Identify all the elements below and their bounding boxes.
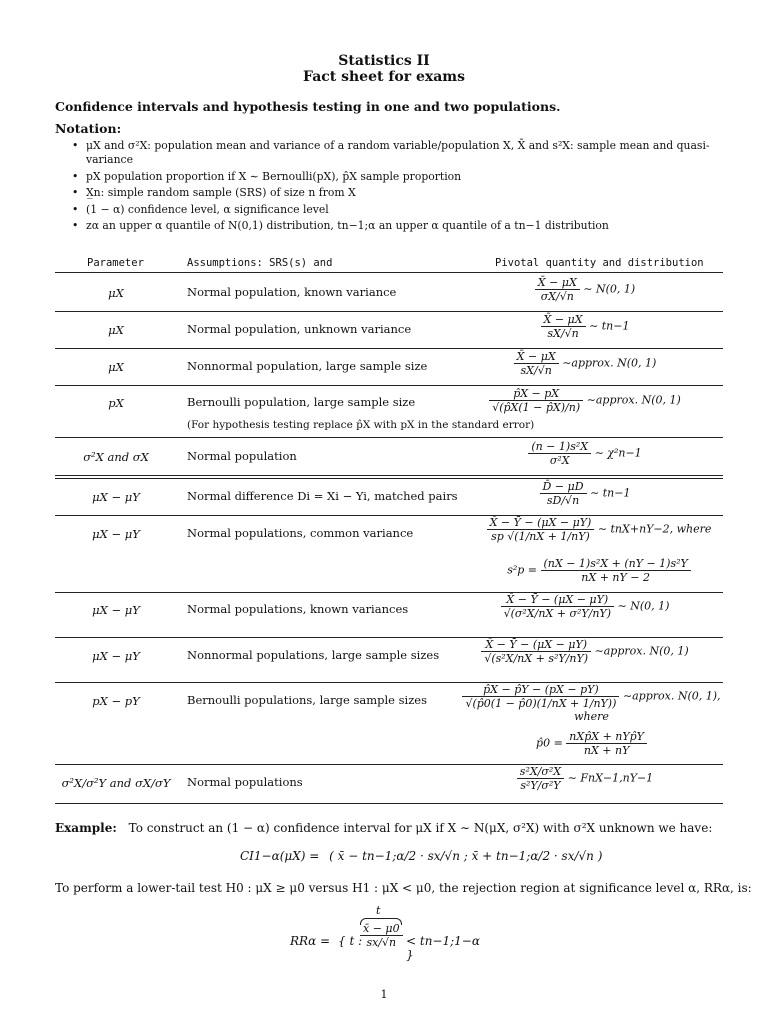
- assumption-cell: Normal population, known variance: [187, 285, 397, 299]
- assumption-cell: Bernoulli population, large sample size: [187, 395, 416, 409]
- column-header-parameter: Parameter: [87, 257, 144, 269]
- parameter-cell: μX: [108, 323, 124, 337]
- example-intro: Example: To construct an (1 − α) confidence interval for μX if X ∼ N(μX, σ²X) with σ²X unknown we have:: [55, 821, 713, 835]
- assumption-cell: Normal population: [187, 449, 297, 463]
- pooled-fraction: $\frac{\text{(nX − 1)s²X + (nY − 1)s²Y}}{nX + nY - 2}$: [541, 557, 691, 584]
- table-row: [55, 765, 723, 801]
- example-test-text: To perform a lower-tail test H0 : μX ≥ μ0 versus H1 : μX < μ0, the rejection region at significance level α, RRα, is:: [55, 881, 752, 895]
- table-rule: [55, 385, 723, 386]
- confidence-interval-formula: CI1−α(μX) = ( x̄ − tn−1;α/2 · sx/√n ; x̄ + tn−1;α/2 · sx/√n ): [240, 849, 603, 863]
- pivot-cell: $\frac{X̄ - \mu X}{\sigma X/√n}$ ∼ N(0, 1): [450, 276, 720, 303]
- pivot-fraction: $\frac{p̂X - pX}{√(p̂X(1 - p̂X)/n)}$: [489, 387, 583, 414]
- parameter-cell: μX − μY: [92, 649, 140, 663]
- pivot-cell: $\frac{X̄ - \mu X}{sX/√n}$ ∼approx. N(0, 1): [450, 350, 720, 377]
- assumption-cell: Normal populations: [187, 775, 303, 789]
- pooled-fraction: $\frac{\text{nXp̂X + nYp̂Y}}{nX + nY}$: [566, 730, 647, 757]
- table-row: [55, 683, 723, 763]
- notation-item: • (1 − α) confidence level, α significance level: [72, 202, 329, 216]
- pivot-cell: $\frac{X̄ - Ȳ - (\mu X - \mu Y)}{\text{√(s²X/nX + s²Y/nY)}}$ ∼approx. N(0, 1): [450, 638, 720, 665]
- table-rule: [55, 272, 723, 273]
- section-heading: Confidence intervals and hypothesis testing in one and two populations.: [55, 99, 561, 114]
- notation-list: [72, 139, 722, 236]
- bullet-icon: •: [72, 219, 79, 232]
- parameter-cell: μX − μY: [92, 490, 140, 504]
- assumption-cell: Normal population, unknown variance: [187, 322, 412, 336]
- rejection-region-formula: RRα = { t : t $\frac{x̄ - \mu 0}{sx/√n}$ < tn−1;1−α }: [290, 904, 480, 962]
- bullet-icon: •: [72, 186, 79, 199]
- doc-title: Statistics II: [338, 53, 430, 69]
- assumption-cell: Bernoulli populations, large sample sizes: [187, 693, 427, 707]
- pivot-cell: $\frac{\text{s²X/σ²X}}{\text{s²Y/σ²Y}}$ ∼ FnX−1,nY−1: [450, 765, 720, 792]
- bullet-icon: •: [72, 139, 79, 152]
- parameter-cell: μX − μY: [92, 603, 140, 617]
- pivot-cell: $\frac{X̄ - \mu X}{sX/√n}$ ∼ tn−1: [450, 313, 720, 340]
- notation-item: • X̲n: simple random sample (SRS) of size n from X: [72, 186, 356, 199]
- pivot-cell: $\frac{\text{(n − 1)s²X}}{\text{σ²X}}$ ∼ χ²n−1: [450, 440, 720, 467]
- parameter-cell: pX: [108, 396, 124, 410]
- table-row: [55, 638, 723, 680]
- doc-subtitle: Fact sheet for exams: [303, 69, 465, 85]
- parameter-cell: μX: [108, 360, 124, 374]
- pooled-proportion-formula: p̂0 = $\frac{\text{nXp̂X + nYp̂Y}}{nX + nY}$: [460, 730, 723, 757]
- pivot-fraction: $\frac{\text{s²X/σ²X}}{\text{s²Y/σ²Y}}$: [517, 765, 564, 792]
- table-rule: [55, 475, 723, 476]
- statistic-label: t: [376, 904, 381, 917]
- page-number: 1: [380, 988, 388, 1001]
- hypothesis-note: (For hypothesis testing replace p̂X with pX in the standard error): [187, 419, 535, 431]
- example-label: Example:: [55, 821, 117, 835]
- pivot-cell: $\frac{X̄ - Ȳ - (\mu X - \mu Y)}{\text{√(σ²X/nX + σ²Y/nY)}}$ ∼ N(0, 1): [450, 593, 720, 620]
- parameter-cell: pX − pY: [92, 694, 140, 708]
- table-rule: [55, 348, 723, 349]
- table-row: [55, 480, 723, 514]
- assumption-cell: Normal populations, known variances: [187, 602, 409, 616]
- pivot-cell: $\frac{p̂X - p̂Y - (pX - pY)}{√(p̂0(1 - p̂0)(1/nX + 1/nY))}$ ∼approx. N(0, 1), where: [460, 683, 723, 723]
- table-row: [55, 593, 723, 635]
- notation-label: Notation:: [55, 121, 122, 136]
- bullet-icon: •: [72, 169, 79, 183]
- pivot-fraction: $\frac{X̄ - \mu X}{\sigma X/√n}$: [535, 276, 580, 303]
- table-rule: [55, 437, 723, 438]
- table-rule: [55, 478, 723, 479]
- parameter-cell: μX: [108, 286, 124, 300]
- pooled-variance-formula: s²p = $\frac{\text{(nX − 1)s²X + (nY − 1)s²Y}}{nX + nY - 2}$: [475, 557, 723, 584]
- assumption-cell: Normal populations, common variance: [187, 526, 414, 540]
- pivot-fraction: $\frac{X̄ - \mu X}{sX/√n}$: [541, 313, 586, 340]
- notation-item: • zα an upper α quantile of N(0,1) distribution, tn−1;α an upper α quantile of a tn−1 distribution: [72, 219, 609, 232]
- table-row: [55, 313, 723, 347]
- column-header-assumptions: Assumptions: SRS(s) and: [187, 257, 333, 269]
- test-statistic-fraction: $\frac{x̄ - \mu 0}{sx/√n}$: [360, 922, 403, 949]
- pivot-cell: $\frac{p̂X - pX}{√(p̂X(1 - p̂X)/n)}$ ∼approx. N(0, 1): [450, 387, 720, 414]
- pivot-fraction: $\frac{X̄ - Ȳ - (\mu X - \mu Y)}{\text{√(s²X/nX + s²Y/nY)}}$: [481, 638, 591, 665]
- table-rule: [55, 311, 723, 312]
- assumption-cell: Nonnormal population, large sample size: [187, 359, 428, 373]
- notation-item: • μX and σ²X: population mean and variance of a random variable/population X, X̄ and s²X: sample mean and quasi-variance: [72, 139, 710, 166]
- table-rule: [55, 803, 723, 804]
- parameter-cell: μX − μY: [92, 527, 140, 541]
- parameter-cell: σ²X/σ²Y and σX/σY: [61, 776, 171, 790]
- pivot-fraction: $\frac{\text{(n − 1)s²X}}{\text{σ²X}}$: [528, 440, 591, 467]
- pivot-cell: $\frac{D̄ - \mu D}{sD/√n}$ ∼ tn−1: [450, 480, 720, 507]
- pivot-cell: $\frac{X̄ - Ȳ - (\mu X - \mu Y)}{sp √(1/nX + 1/nY)}$ ∼ tnX+nY−2, where: [475, 516, 723, 543]
- table-row: [55, 276, 723, 310]
- pivot-fraction: $\frac{X̄ - \mu X}{sX/√n}$: [514, 350, 559, 377]
- parameter-cell: σ²X and σX: [83, 450, 149, 464]
- assumption-cell: Nonnormal populations, large sample sizes: [187, 648, 440, 662]
- pivot-fraction: $\frac{D̄ - \mu D}{sD/√n}$: [540, 480, 587, 507]
- bullet-icon: •: [72, 202, 79, 216]
- column-header-pivot: Pivotal quantity and distribution: [495, 257, 704, 269]
- table-row: [55, 440, 723, 474]
- table-row: [55, 350, 723, 384]
- notation-item: • pX population proportion if X ∼ Bernoulli(pX), p̂X sample proportion: [72, 169, 462, 183]
- assumption-cell: Normal difference Di = Xi − Yi, matched pairs: [187, 489, 458, 503]
- pivot-fraction: $\frac{X̄ - Ȳ - (\mu X - \mu Y)}{sp √(1/nX + 1/nY)}$: [487, 516, 595, 543]
- pivot-fraction: $\frac{X̄ - Ȳ - (\mu X - \mu Y)}{\text{√(σ²X/nX + σ²Y/nY)}}$: [501, 593, 614, 620]
- pivot-fraction: $\frac{p̂X - p̂Y - (pX - pY)}{√(p̂0(1 - p̂0)(1/nX + 1/nY))}$: [462, 683, 619, 710]
- table-row: [55, 516, 723, 591]
